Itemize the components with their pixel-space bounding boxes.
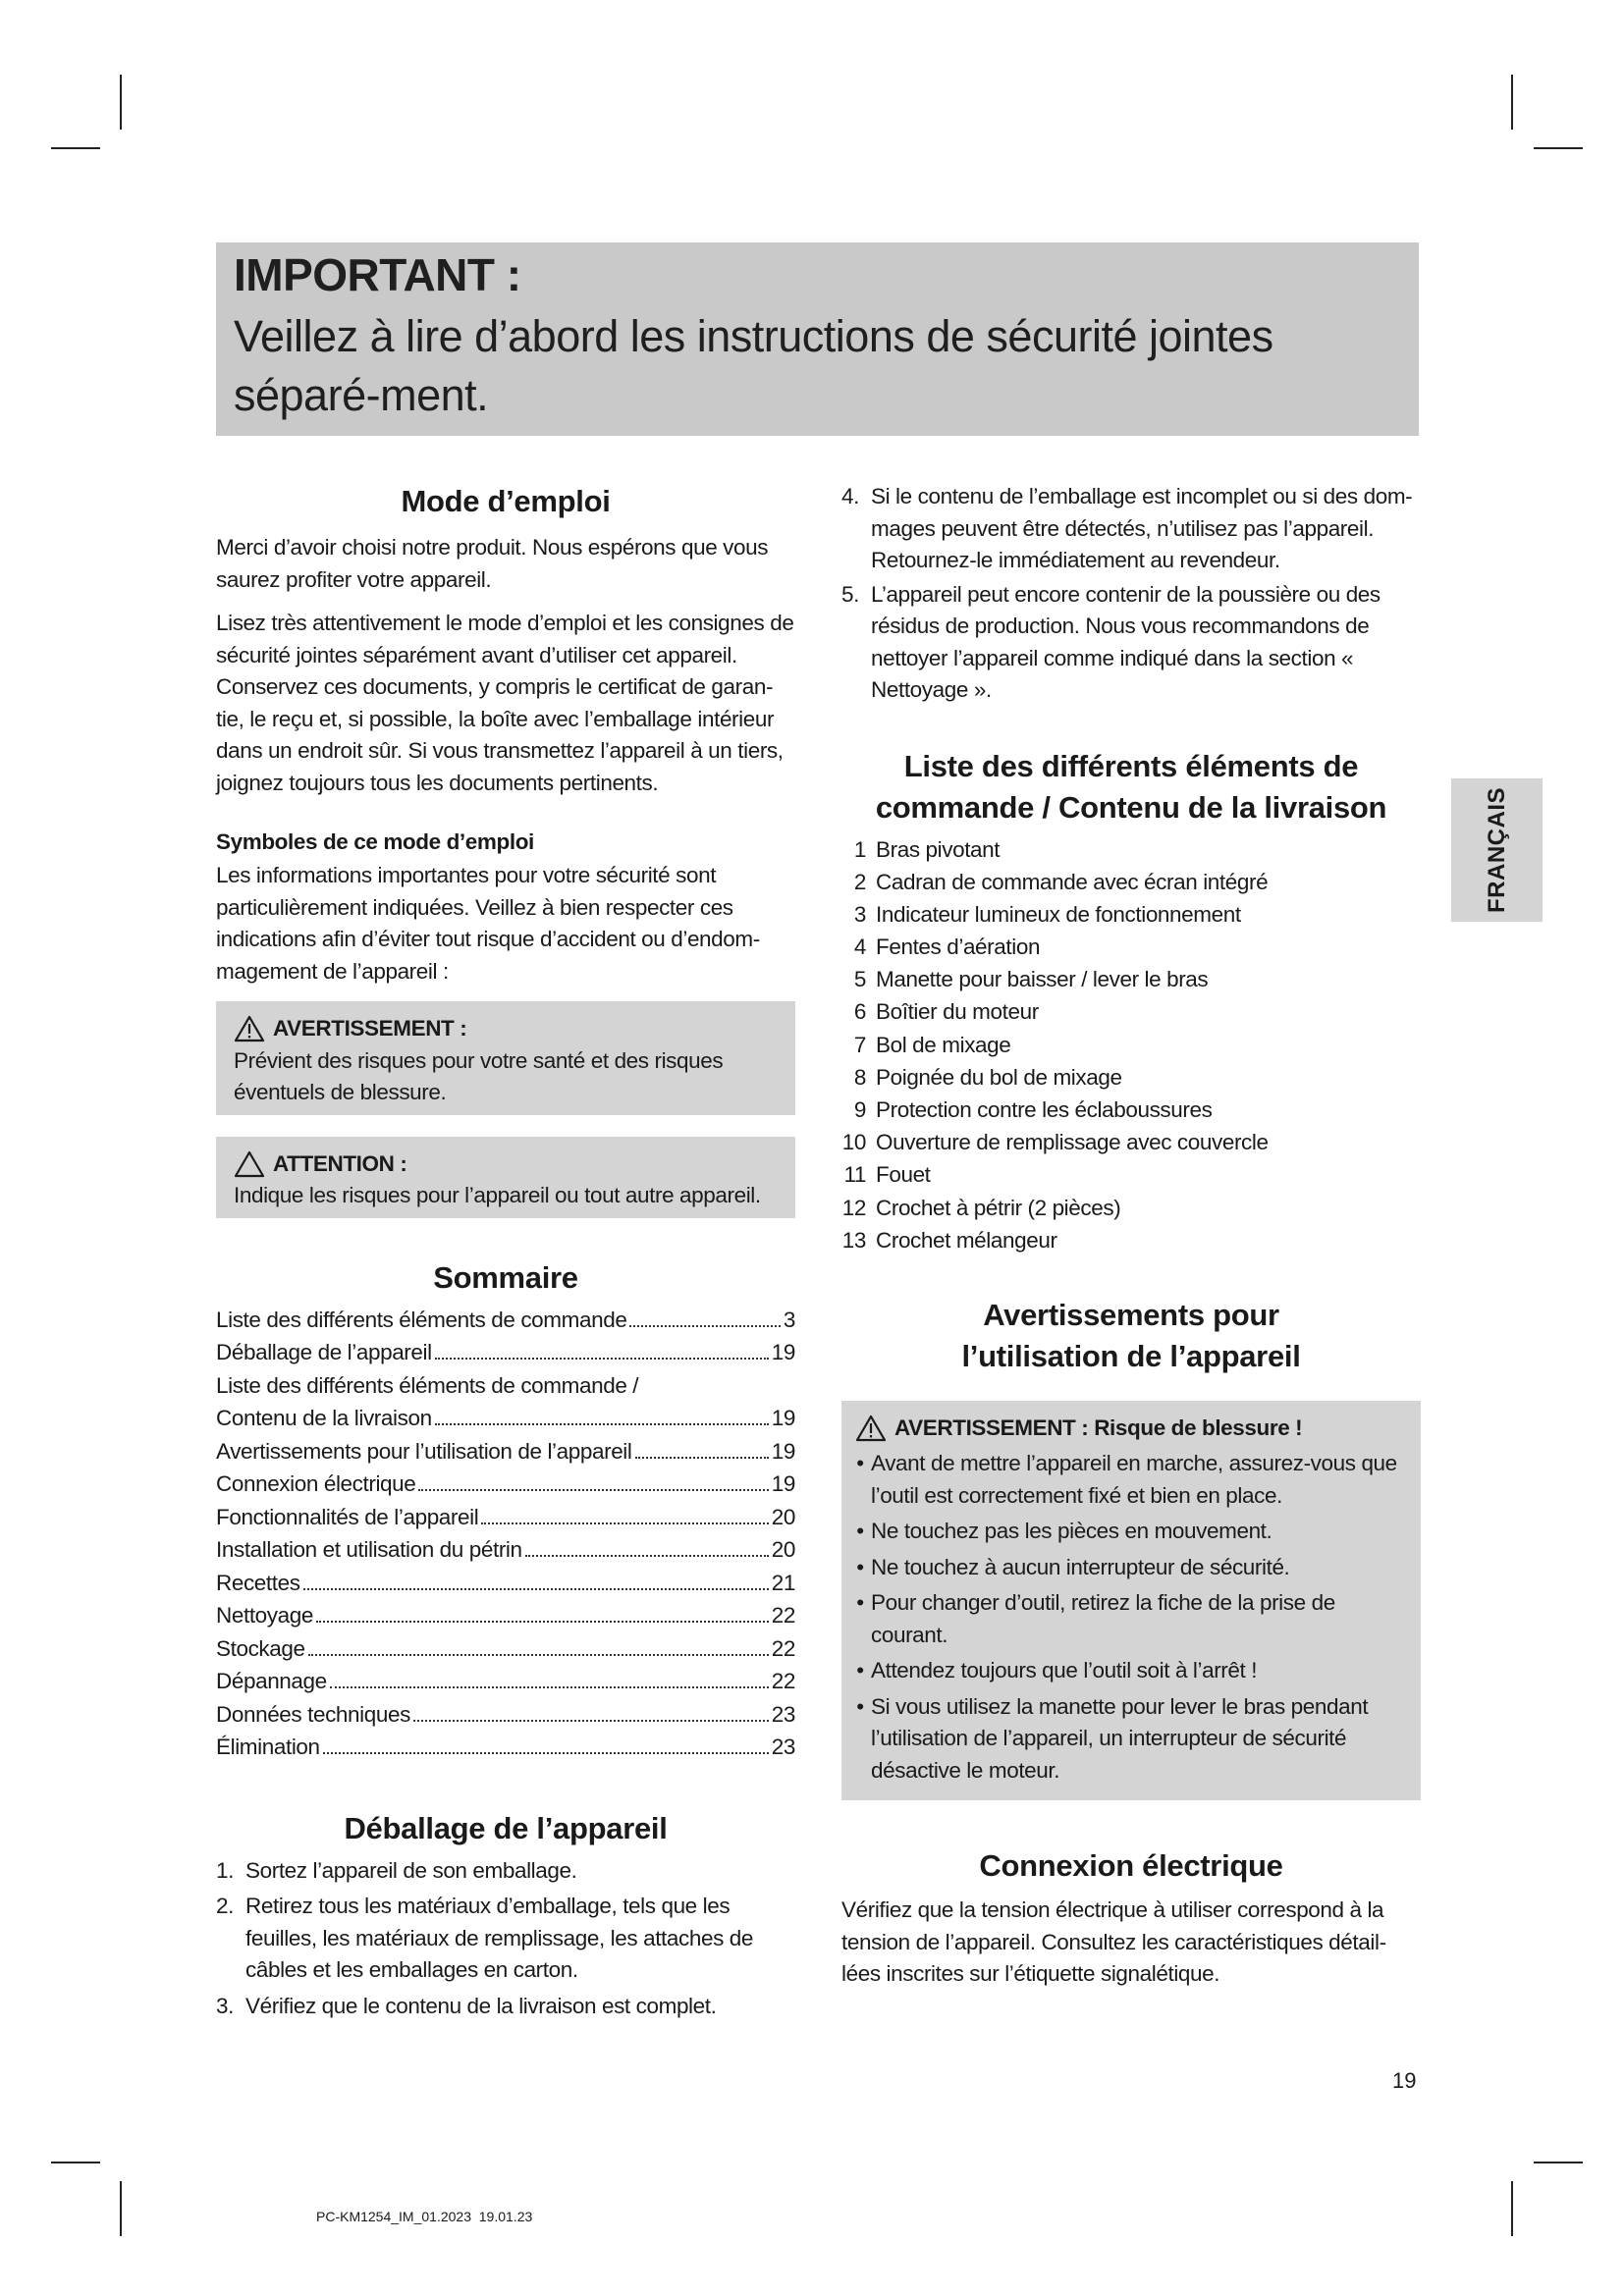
- toc-label: Élimination: [216, 1735, 320, 1759]
- caution-box: [216, 1137, 795, 1218]
- part-number: 11: [843, 1162, 866, 1188]
- toc-label: Nettoyage: [216, 1603, 313, 1628]
- toc-row[interactable]: [216, 1436, 795, 1469]
- toc-leader: [629, 1324, 780, 1327]
- crop-mark-tl-h: [51, 147, 100, 149]
- bullet-text: Ne touchez à aucun interrupteur de sécurité.: [871, 1554, 1290, 1579]
- toc-leader: [330, 1685, 769, 1688]
- part-number: 8: [853, 1064, 866, 1090]
- list-item: [841, 899, 1421, 932]
- toc-leader: [413, 1719, 769, 1722]
- toc-row[interactable]: [216, 1666, 795, 1699]
- list-item: [841, 964, 1421, 996]
- mode-emploi-heading: Mode d’emploi: [401, 484, 611, 518]
- crop-mark-br-h: [1534, 2162, 1583, 2163]
- toc-row[interactable]: [216, 1337, 795, 1370]
- toc-page: 19: [771, 1471, 795, 1496]
- warnings-heading-line2: l’utilisation de l’appareil: [961, 1338, 1301, 1373]
- bullet-text: Si vous utilisez la manette pour lever le bras pendant l’utilisation de l’appareil, un interrupteur de sécurité désactive le moteur.: [871, 1693, 1369, 1783]
- injury-warning-title: AVERTISSEMENT : Risque de blessure !: [894, 1415, 1303, 1440]
- part-number: 10: [841, 1130, 866, 1155]
- toc-label: Installation et utilisation du pétrin: [216, 1537, 522, 1562]
- caution-title: ATTENTION :: [273, 1150, 407, 1176]
- part-number: 7: [853, 1032, 866, 1057]
- step-number: 2.: [216, 1894, 234, 1918]
- toc-leader: [316, 1620, 769, 1623]
- toc-label: Déballage de l’appareil: [216, 1340, 432, 1364]
- list-item: [841, 1127, 1421, 1159]
- toc-page: 19: [771, 1438, 795, 1464]
- step-text: Si le contenu de l’emballage est incomplet ou si des dom-mages peuvent être détectés, n’utilisez pas l’appareil. Retournez-le immédiatement au revendeur.: [871, 484, 1413, 572]
- part-label: Protection contre les éclaboussures: [876, 1097, 1213, 1122]
- toc-page: 23: [771, 1735, 795, 1759]
- symbols-paragraph: Les informations importantes pour votre sécurité sont particulièrement indiquées. Veillez à bien respecter ces indications afin d’éviter tout risque d’accident ou d’endom-magement de l’appareil :: [216, 863, 760, 984]
- toc-row[interactable]: [216, 1468, 795, 1502]
- part-label: Bras pivotant: [876, 836, 1001, 862]
- step-number: 3.: [216, 1993, 234, 2018]
- part-label: Fouet: [876, 1162, 931, 1188]
- toc-label: Dépannage: [216, 1669, 327, 1693]
- toc-label: Connexion électrique: [216, 1471, 416, 1496]
- list-item: • Avant de mettre l’appareil en marche, assurez-vous que l’outil est correctement fixé et bien en place.: [849, 1448, 1405, 1512]
- toc-page: 22: [771, 1669, 795, 1693]
- list-item: [841, 867, 1421, 899]
- toc-leader: [323, 1751, 769, 1754]
- part-label: Crochet à pétrir (2 pièces): [876, 1195, 1121, 1220]
- toc-leader: [635, 1456, 769, 1459]
- unpack-steps-continued: [841, 481, 1421, 707]
- toc-leader: [525, 1554, 769, 1557]
- injury-warning-list: [849, 1448, 1405, 1787]
- part-number: 6: [853, 999, 866, 1025]
- part-label: Fentes d’aération: [876, 934, 1041, 960]
- list-item: [841, 579, 1421, 707]
- bullet-text: Pour changer d’outil, retirez la fiche de la prise de courant.: [871, 1590, 1335, 1647]
- toc-label: Données techniques: [216, 1701, 410, 1727]
- list-item: • Si vous utilisez la manette pour lever le bras pendant l’utilisation de l’appareil, un interrupteur de sécurité désactive le moteur.: [849, 1691, 1405, 1788]
- list-item: [216, 1855, 795, 1888]
- important-title: IMPORTANT :: [234, 249, 521, 300]
- electrical-paragraph: Vérifiez que la tension électrique à utiliser correspond à la tension de l’appareil. Consultez les caractéristiques détail-lées inscrites sur l’étiquette signalétique.: [841, 1897, 1386, 1987]
- toc-list: [216, 1305, 795, 1765]
- crop-mark-br-v: [1511, 2181, 1513, 2236]
- step-text: Retirez tous les matériaux d’emballage, tels que les feuilles, les matériaux de remplissage, les attaches de câbles et les emballages en carton.: [245, 1894, 754, 1982]
- crop-mark-tr-h: [1534, 147, 1583, 149]
- toc-page: 20: [771, 1537, 795, 1562]
- toc-row[interactable]: [216, 1370, 795, 1404]
- language-tab: [1451, 778, 1543, 922]
- toc-page: 23: [771, 1701, 795, 1727]
- warning-title: AVERTISSEMENT :: [273, 1016, 467, 1041]
- list-item: [841, 1159, 1421, 1192]
- warning-box: [216, 1001, 795, 1115]
- list-item: [841, 996, 1421, 1029]
- unpack-heading: Déballage de l’appareil: [344, 1810, 668, 1845]
- toc-heading: Sommaire: [433, 1259, 578, 1295]
- toc-row[interactable]: [216, 1600, 795, 1633]
- part-number: 4: [853, 934, 866, 960]
- toc-leader: [418, 1488, 768, 1491]
- part-number: 9: [853, 1097, 866, 1122]
- language-tab-label: FRANÇAIS: [1483, 787, 1510, 913]
- part-label: Manette pour baisser / lever le bras: [876, 967, 1209, 992]
- caution-triangle-icon: [234, 1150, 265, 1178]
- toc-label: Liste des différents éléments de commande /: [216, 1372, 639, 1398]
- list-item: [841, 1193, 1421, 1225]
- injury-warning-box: [841, 1401, 1421, 1801]
- toc-row[interactable]: [216, 1568, 795, 1601]
- toc-page: 3: [783, 1307, 795, 1332]
- part-number: 13: [841, 1227, 866, 1253]
- intro-paragraph-2: Lisez très attentivement le mode d’emploi et les consignes de sécurité jointes séparément avant d’utiliser cet appareil. Conservez ces documents, y compris le certificat de garan-tie, le reçu et, si possible, la boîte avec l’emballage intérieur dans un endroit sûr. Si vous transmettez l’appareil à un tiers, joignez toujours tous les documents pertinents.: [216, 611, 794, 795]
- warning-text: Prévient des risques pour votre santé et des risques éventuels de blessure.: [234, 1047, 724, 1104]
- list-item: [841, 1062, 1421, 1095]
- warnings-heading-line1: Avertissements pour: [983, 1297, 1279, 1332]
- warning-triangle-icon: [855, 1415, 887, 1442]
- part-number: 5: [853, 967, 866, 992]
- toc-label: Liste des différents éléments de commande: [216, 1307, 627, 1332]
- toc-page: 22: [771, 1603, 795, 1628]
- important-text: Veillez à lire d’abord les instructions de sécurité jointes séparé-ment.: [234, 311, 1273, 420]
- list-item: [841, 1225, 1421, 1257]
- list-item: • Pour changer d’outil, retirez la fiche de la prise de courant.: [849, 1587, 1405, 1651]
- toc-row[interactable]: [216, 1502, 795, 1535]
- parts-heading-line1: Liste des différents éléments de: [903, 748, 1359, 783]
- toc-leader: [308, 1653, 769, 1656]
- crop-mark-tl-v: [120, 75, 122, 130]
- part-number: 1: [853, 836, 866, 862]
- list-item: [841, 481, 1421, 577]
- part-label: Bol de mixage: [876, 1032, 1011, 1057]
- toc-row[interactable]: [216, 1534, 795, 1568]
- bullet-text: Ne touchez pas les pièces en mouvement.: [871, 1519, 1272, 1544]
- toc-row[interactable]: [216, 1403, 795, 1436]
- left-column: [216, 481, 795, 2022]
- step-text: Sortez l’appareil de son emballage.: [245, 1857, 577, 1883]
- part-label: Indicateur lumineux de fonctionnement: [876, 901, 1241, 927]
- bullet-text: Attendez toujours que l’outil soit à l’arrêt !: [871, 1658, 1258, 1683]
- parts-list: [841, 834, 1421, 1257]
- toc-page: 19: [771, 1406, 795, 1430]
- list-item: • Attendez toujours que l’outil soit à l’arrêt !: [849, 1655, 1405, 1687]
- toc-label: Fonctionnalités de l’appareil: [216, 1504, 479, 1529]
- toc-leader: [435, 1357, 769, 1360]
- right-column: [841, 481, 1421, 1991]
- toc-page: 21: [771, 1570, 795, 1595]
- toc-label: Recettes: [216, 1570, 300, 1595]
- part-label: Crochet mélangeur: [876, 1227, 1057, 1253]
- step-text: Vérifiez que le contenu de la livraison est complet.: [245, 1993, 717, 2018]
- list-item: • Ne touchez pas les pièces en mouvement.: [849, 1516, 1405, 1548]
- step-number: 5.: [841, 581, 859, 607]
- list-item: [216, 1991, 795, 2023]
- list-item: • Ne touchez à aucun interrupteur de sécurité.: [849, 1552, 1405, 1584]
- toc-leader: [435, 1422, 769, 1425]
- electrical-heading: Connexion électrique: [979, 1848, 1283, 1884]
- part-label: Ouverture de remplissage avec couvercle: [876, 1130, 1269, 1155]
- toc-leader: [303, 1587, 769, 1590]
- toc-label: Stockage: [216, 1635, 305, 1661]
- bullet-text: Avant de mettre l’appareil en marche, assurez-vous que l’outil est correctement fixé et bien en place.: [871, 1451, 1397, 1508]
- part-label: Poignée du bol de mixage: [876, 1064, 1122, 1090]
- list-item: [841, 834, 1421, 867]
- warning-triangle-icon: [234, 1015, 265, 1042]
- footer-code: PC-KM1254_IM_01.2023 19.01.23: [316, 2209, 533, 2224]
- list-item: [841, 1095, 1421, 1127]
- part-number: 2: [853, 869, 866, 894]
- part-label: Cadran de commande avec écran intégré: [876, 869, 1269, 894]
- step-number: 4.: [841, 484, 859, 508]
- intro-paragraph-1: Merci d’avoir choisi notre produit. Nous espérons que vous saurez profiter votre appareil.: [216, 535, 769, 592]
- toc-page: 20: [771, 1504, 795, 1529]
- toc-row[interactable]: [216, 1633, 795, 1667]
- toc-row[interactable]: [216, 1732, 795, 1765]
- list-item: [216, 1891, 795, 1987]
- toc-label: Contenu de la livraison: [216, 1406, 432, 1430]
- page-number: 19: [1392, 2068, 1417, 2093]
- crop-mark-bl-h: [51, 2162, 100, 2163]
- toc-row[interactable]: [216, 1305, 795, 1338]
- list-item: [841, 932, 1421, 964]
- part-number: 3: [853, 901, 866, 927]
- caution-text: Indique les risques pour l’appareil ou tout autre appareil.: [234, 1183, 761, 1207]
- toc-label: Avertissements pour l’utilisation de l’appareil: [216, 1438, 632, 1464]
- step-number: 1.: [216, 1857, 234, 1883]
- toc-page: 22: [771, 1635, 795, 1661]
- toc-page: 19: [771, 1340, 795, 1364]
- important-banner: [216, 242, 1419, 436]
- crop-mark-tr-v: [1511, 75, 1513, 130]
- part-label: Boîtier du moteur: [876, 999, 1039, 1025]
- crop-mark-bl-v: [120, 2181, 122, 2236]
- part-number: 12: [841, 1195, 866, 1220]
- toc-leader: [481, 1522, 768, 1524]
- step-text: L’appareil peut encore contenir de la poussière ou des résidus de production. Nous vous recommandons de nettoyer l’appareil comme indiqué dans la section « Nettoyage ».: [871, 581, 1380, 702]
- list-item: [841, 1030, 1421, 1062]
- unpack-steps: [216, 1855, 795, 2023]
- parts-heading-line2: commande / Contenu de la livraison: [875, 789, 1387, 825]
- toc-row[interactable]: [216, 1699, 795, 1733]
- symbols-heading: Symboles de ce mode d’emploi: [216, 829, 534, 854]
